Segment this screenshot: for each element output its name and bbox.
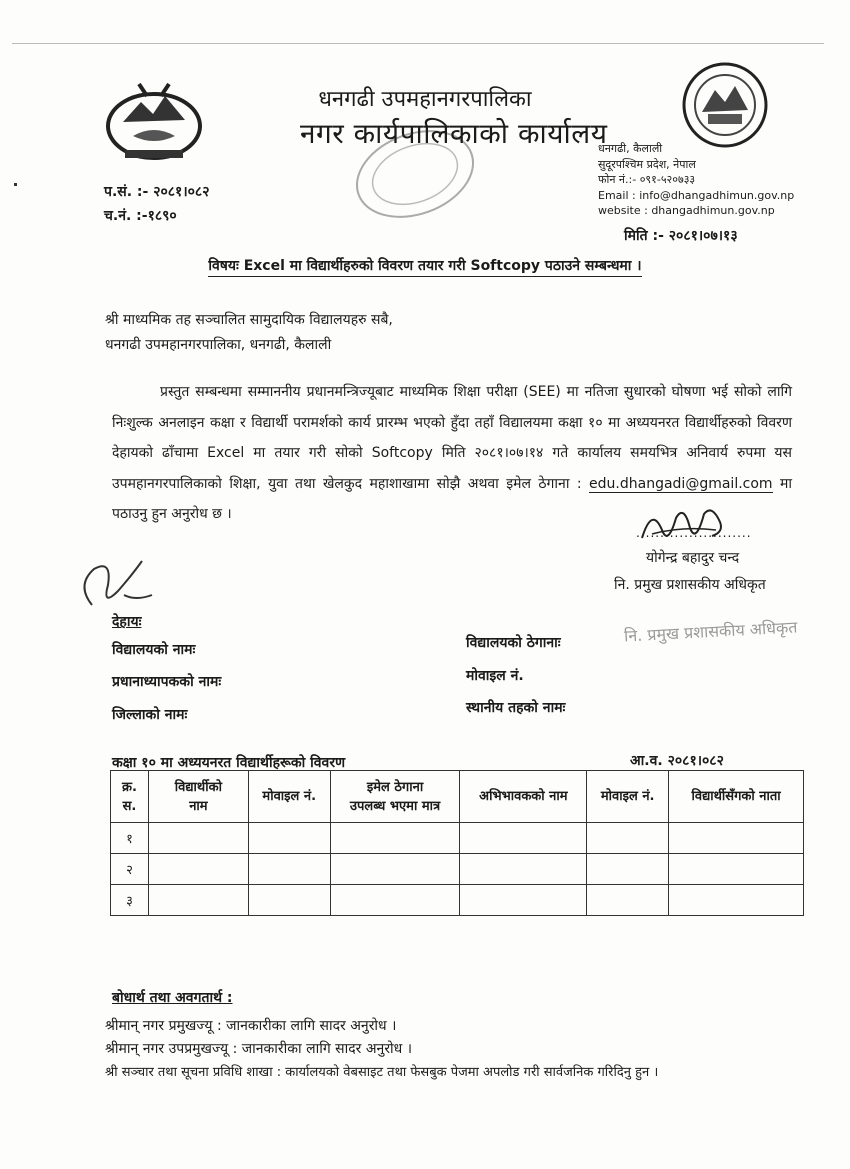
subject-line — [0, 256, 850, 275]
cc-heading: बोधार्थ तथा अवगतार्थ : — [112, 990, 233, 1006]
form-heading: देहायः — [112, 614, 142, 630]
cc-line: श्रीमान् नगर उपप्रमुखज्यू : जानकारीका लागि सादर अनुरोध । — [105, 1041, 413, 1057]
table-header-row — [111, 771, 804, 823]
row-serial: २ — [111, 854, 149, 885]
col-guardian-mobile: मोवाइल नं. — [587, 771, 669, 823]
address-line: सुदूरपश्चिम प्रदेश, नेपाल — [598, 157, 696, 171]
col-relation: विद्यार्थीसँगको नाता — [669, 771, 804, 823]
col-serial: क्र. स. — [111, 771, 149, 823]
cc-line: श्रीमान् नगर प्रमुखज्यू : जानकारीका लागि सादर अनुरोध । — [105, 1018, 397, 1034]
letter-date: मिति :- २०८१।०७।१३ — [624, 228, 738, 244]
col-student-name: विद्यार्थीको नाम — [148, 771, 248, 823]
website-line: website : dhangadhimun.gov.np — [598, 204, 775, 217]
body-text-end: मा पठाउनु हुन अनुरोध छ । — [112, 475, 792, 522]
subject-text: विषयः Excel मा विद्यार्थीहरुको विवरण तयार गरी Softcopy पठाउने सम्बन्धमा । — [208, 258, 641, 277]
row-serial: १ — [111, 823, 149, 854]
address-block — [598, 141, 794, 219]
col-guardian-name: अभिभावकको नाम — [460, 771, 587, 823]
signatory-name: योगेन्द्र बहादुर चन्द — [646, 550, 740, 566]
speck — [14, 183, 17, 186]
cc-line: श्री सञ्चार तथा सूचना प्रविधि शाखा : कार्यालयको वेबसाइट तथा फेसबुक पेजमा अपलोड गरी सार्वजनिक गरिदिनु हुन । — [105, 1065, 659, 1080]
field-school-name: विद्यालयको नामः — [112, 642, 196, 658]
table-title: कक्षा १० मा अध्ययनरत विद्यार्थीहरूको विवरण — [112, 755, 346, 771]
row-serial: ३ — [111, 885, 149, 916]
signature-line: ........................ — [636, 526, 752, 540]
recipient-line: धनगढी उपमहानगरपालिका, धनगढी, कैलाली — [105, 337, 332, 353]
table-row — [111, 823, 804, 854]
dispatch-number: च.नं. :-१८९० — [104, 208, 177, 224]
phone-line: फोन नं.:- ०९१-५२०७३३ — [598, 173, 696, 186]
office-title: नगर कार्यपालिकाको कार्यालय — [300, 117, 608, 150]
office-name: धनगढी उपमहानगरपालिका — [318, 87, 532, 112]
initials-icon — [72, 555, 158, 617]
top-rule — [12, 43, 824, 44]
email-address: edu.dhangadi@gmail.com — [589, 475, 773, 492]
field-principal-name: प्रधानाध्यापकको नामः — [112, 674, 222, 690]
table-row — [111, 854, 804, 885]
field-district-name: जिल्लाको नामः — [112, 707, 188, 723]
table-row — [111, 885, 804, 916]
field-local-level-name: स्थानीय तहको नामः — [466, 700, 566, 716]
field-school-address: विद्यालयको ठेगानाः — [466, 635, 561, 651]
signatory-title: नि. प्रमुख प्रशासकीय अधिकृत — [614, 577, 766, 593]
fiscal-year: आ.व. २०८१।०८२ — [630, 753, 724, 769]
col-email: इमेल ठेगाना उपलब्ध भएमा मात्र — [330, 771, 460, 823]
reference-number: प.सं. :- २०८१।०८२ — [104, 184, 210, 200]
student-details-table — [110, 770, 804, 916]
body-text: प्रस्तुत सम्बन्धमा सम्माननीय प्रधानमन्त्रिज्यूबाट माध्यमिक शिक्षा परीक्षा (SEE) मा नतिजा सुधारको घोषणा भई सोको लागि निःशुल्क अनलाइन कक्षा र विद्यार्थी परामर्शको कार्य प्रारम्भ भएको हुँदा तहाँ विद्यालयमा कक्षा १० मा अध्ययनरत विद्यार्थीहरुको विवरण देहायको ढाँचामा Excel मा तयार गरी सोको Softcopy मिति २०८१।०७।१४ गते कार्यालय समयभित्र अनिवार्य रुपमा यस उपमहानगरपालिकाको शिक्षा, युवा तथा खेलकुद महाशाखामा सोझै अथवा इमेल ठेगाना : — [112, 384, 792, 492]
designation-stamp: नि. प्रमुख प्रशासकीय अधिकृत — [623, 617, 798, 646]
col-mobile: मोवाइल नं. — [248, 771, 330, 823]
recipient-line: श्री माध्यमिक तह सञ्चालित सामुदायिक विद्यालयहरु सबै, — [105, 312, 393, 328]
address-line: धनगढी, कैलाली — [598, 142, 663, 155]
signature-icon — [632, 500, 732, 550]
field-mobile-number: मोवाइल नं. — [466, 668, 524, 684]
email-line: Email : info@dhangadhimun.gov.np — [598, 188, 795, 202]
